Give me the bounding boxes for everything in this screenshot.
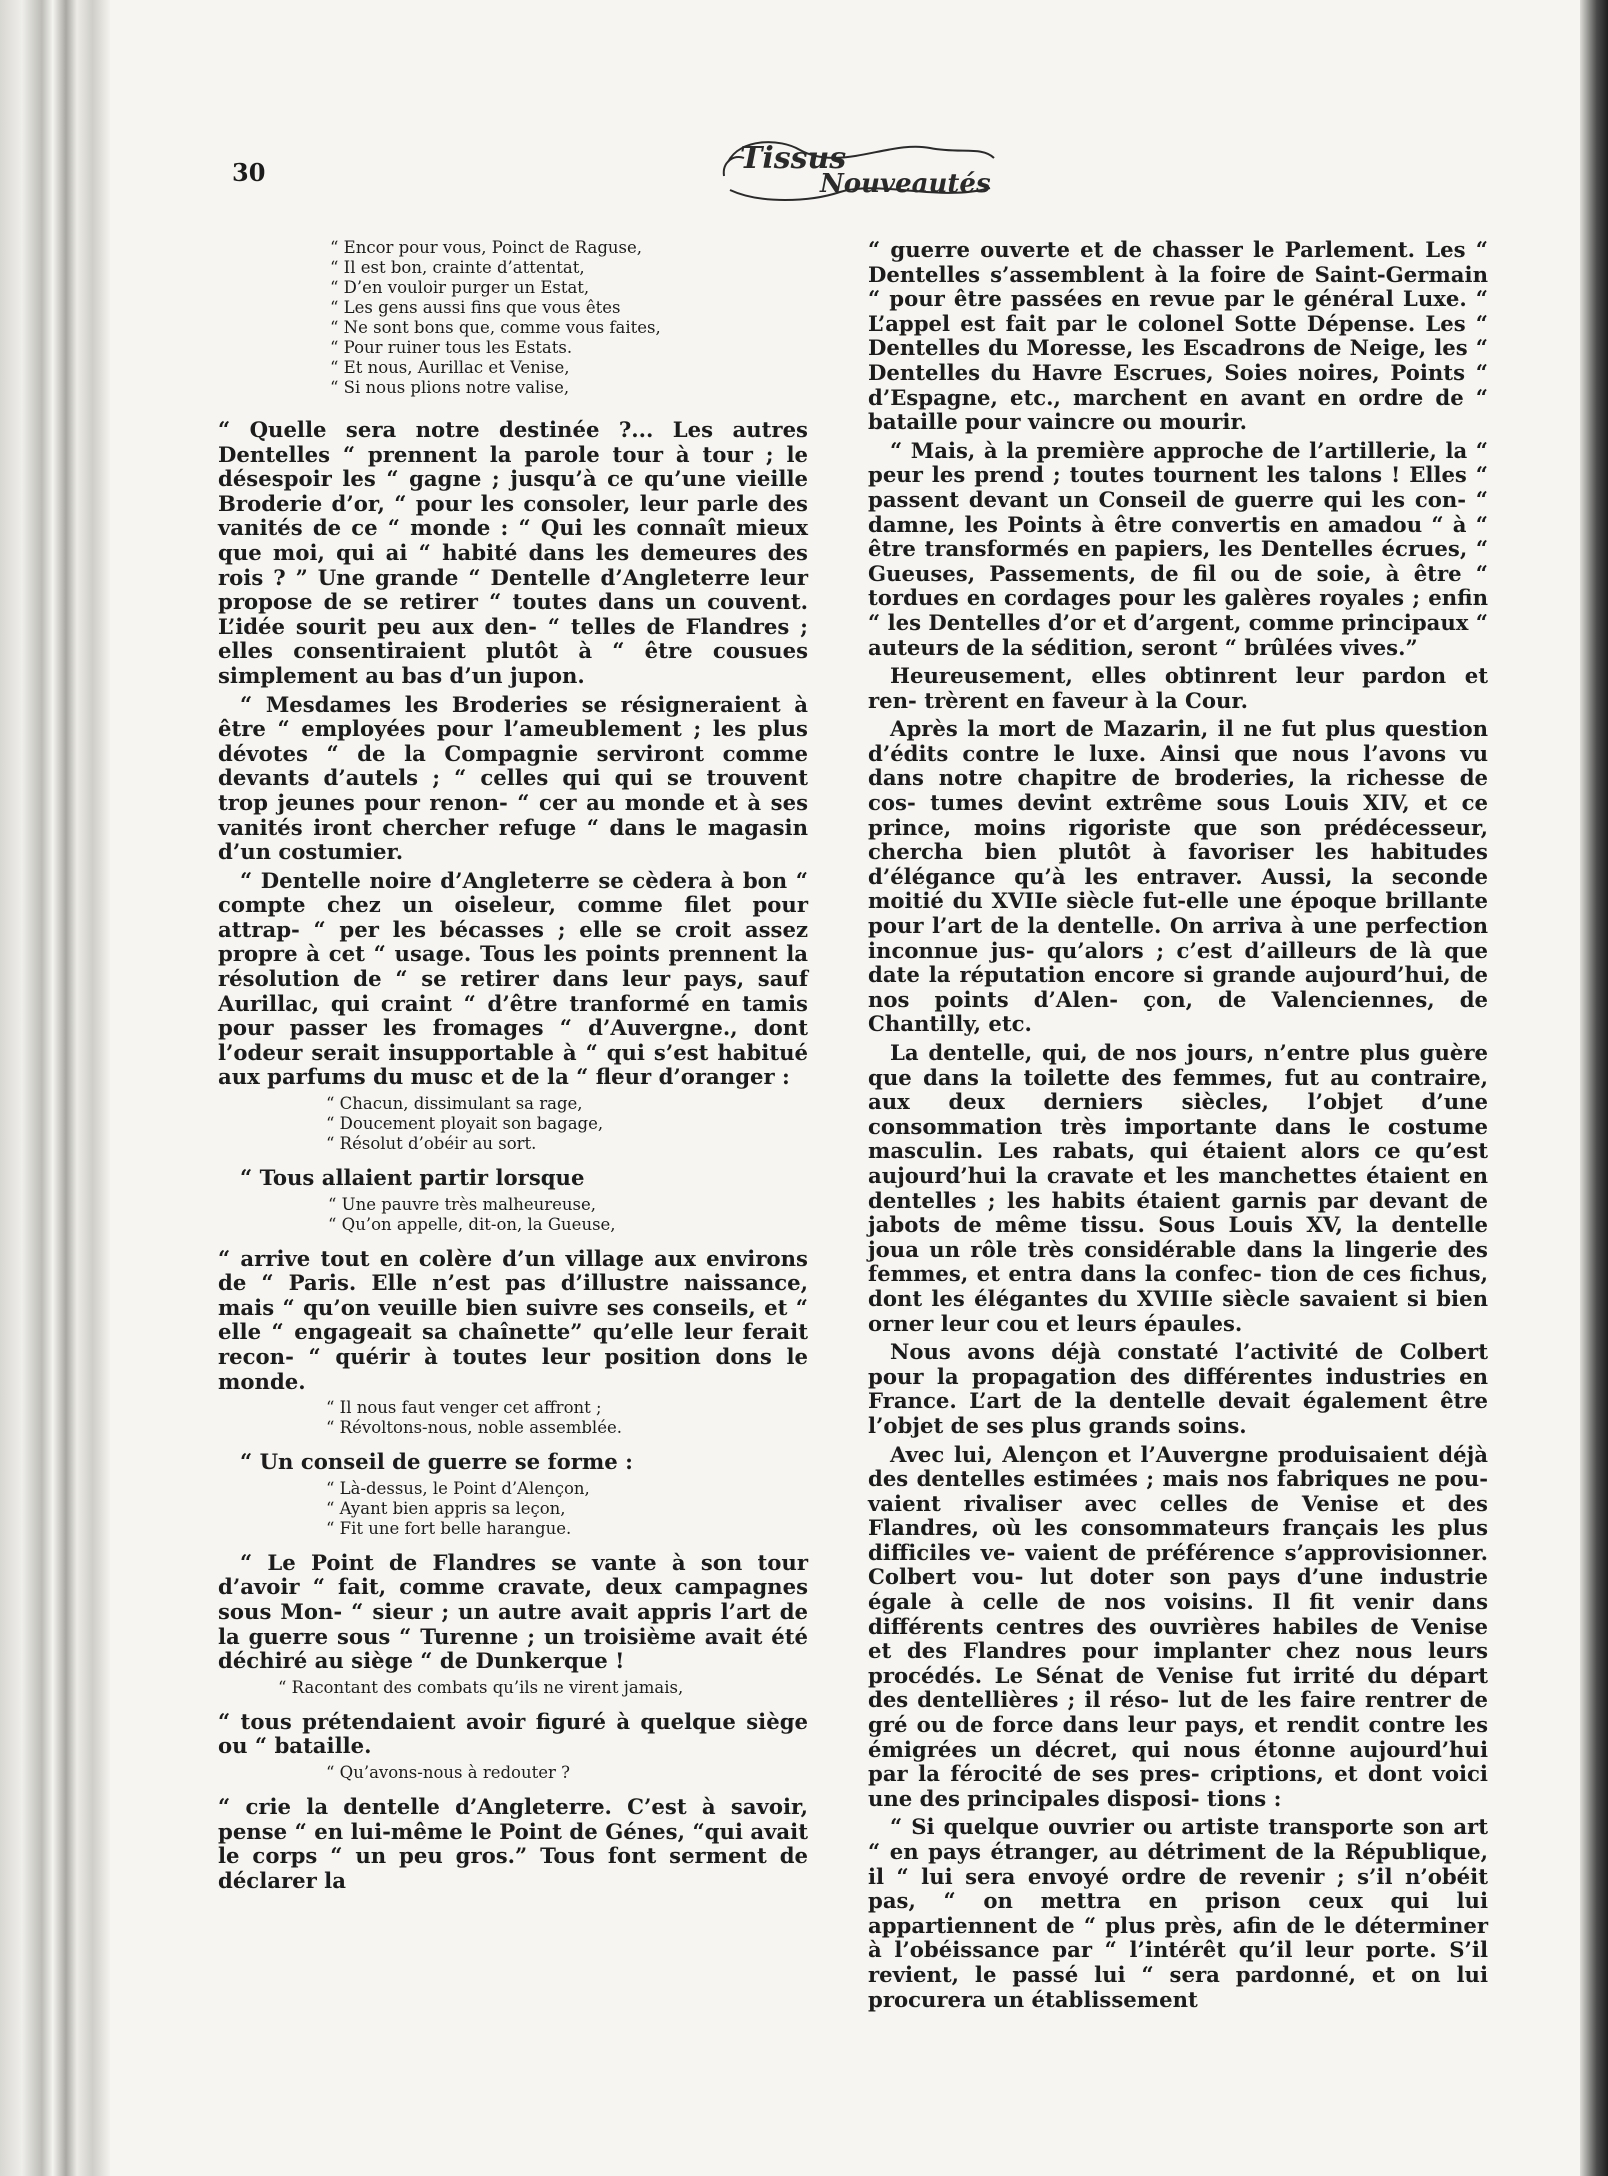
- page-number: 30: [232, 158, 266, 187]
- verse-line: “ Et nous, Aurillac et Venise,: [330, 358, 570, 377]
- verse-line: “ Qu’on appelle, dit-on, la Gueuse,: [328, 1214, 616, 1234]
- verse-block: [326, 1094, 808, 1154]
- verse-line: “ Ne sont bons que, comme vous faites,: [330, 318, 661, 337]
- svg-text:Tissus: Tissus: [740, 141, 847, 176]
- verse-line: “ Encor pour vous, Poinct de Raguse,: [330, 238, 643, 257]
- paragraph: “ Mais, à la première approche de l’artillerie, la “ peur les prend ; toutes tournent les talons ! Elles “ passent devant un Conseil de guerre qui les con- “ damne, les Points à être convertis en amadou “ à “ être transformés en papiers, les Dentelles écrues, “ Gueuses, Passements, de fil ou de soie, à être “ tordues en cordages pour les galères royales ; enfin “ les Dentelles d’or et d’argent, comme principaux “ auteurs de la sédition, seront “ brûlées vives.”: [868, 437, 1488, 660]
- verse-line: “ Qu’avons-nous à redouter ?: [326, 1762, 570, 1782]
- verse-line: “ Fit une fort belle harangue.: [326, 1518, 572, 1538]
- paragraph: “ guerre ouverte et de chasser le Parlement. Les “ Dentelles s’assemblent à la foire de Saint-Germain “ pour être passées en revue par le général Luxe. “ L’appel est fait par le colonel Sotte Dépense. Les “ Dentelles du Moresse, les Escadrons de Neige, les “ Dentelles du Havre Escrues, Soies noires, Points “ d’Espagne, etc., marchent en avant en ordre de “ bataille pour vaincre ou mourir.: [868, 237, 1488, 435]
- verse-block: [278, 1678, 808, 1698]
- page-edge-shadow: [1580, 0, 1608, 2176]
- right-column: [868, 238, 1488, 2016]
- verse-line: “ Si nous plions notre valise,: [330, 378, 570, 397]
- paragraph: Après la mort de Mazarin, il ne fut plus question d’édits contre le luxe. Ainsi que nous l’avons vu dans notre chapitre de broderies, la richesse de cos- tumes devint extrême sous Louis XIV, et ce prince, moins rigoriste que son prédécesseur, chercha bien plutôt à favoriser les habitudes d’élégance qu’à les entraver. Aussi, la seconde moitié du XVIIe siècle fut-elle une époque brillante pour l’art de la dentelle. On arriva à une perfection inconnue jus- qu’alors ; c’est d’ailleurs de là que date la réputation encore si grande aujourd’hui, de nos points d’Alen- çon, de Valenciennes, de Chantilly, etc.: [868, 716, 1488, 1037]
- paragraph: “ tous prétendaient avoir figuré à quelque siège ou “ bataille.: [218, 1708, 808, 1759]
- verse-line: “ Résolut d’obéir au sort.: [326, 1134, 537, 1154]
- paragraph: “ Si quelque ouvrier ou artiste transporte son art “ en pays étranger, au détriment de la République, il “ lui sera envoyé ordre de revenir ; s’il n’obéit pas, “ on mettra en prison ceux qui lui appartiennent de “ plus près, afin de le déterminer à l’obéissance par “ l’intérêt qu’il leur porte. S’il revient, le passé lui “ sera pardonné, et on lui procurera un établissement: [868, 1814, 1488, 2012]
- verse-line: “ Il est bon, crainte d’attentat,: [330, 258, 585, 277]
- verse-block: [330, 238, 808, 398]
- paragraph: La dentelle, qui, de nos jours, n’entre plus guère que dans la toilette des femmes, fut au contraire, aux deux derniers siècles, l’objet d’une consommation très importante dans le costume masculin. Les rabats, qui étaient alors ce qu’est aujourd’hui la cravate et les manchettes étaient en dentelles ; les habits étaient garnis par devant de jabots de même tissu. Sous Louis XV, la dentelle joua un rôle très considérable dans la lingerie des femmes, et entra dans la confec- tion de ces fichus, dont les élégantes du XVIIIe siècle savaient si bien orner leur cou et leurs épaules.: [868, 1040, 1488, 1336]
- paragraph: Avec lui, Alençon et l’Auvergne produisaient déjà des dentelles estimées ; mais nos fabriques ne pou- vaient rivaliser avec celles de Venise et des Flandres, où les consommateurs français les plus difficiles ve- vaient de préférence s’approvisionner. Colbert vou- lut doter son pays d’une industrie égale à celle de nos voisins. Il fit venir dans différents centres des ouvrières habiles de Venise et des Flandres pour implanter chez nous leurs procédés. Le Sénat de Venise fut irrité du départ des dentellières ; il réso- lut de les faire rentrer de gré ou de force dans leur pays, et rendit contre les émigrées un décret, qui nous étonne aujourd’hui par la férocité de ses pres- criptions, et dont voici une des principales disposi- tions :: [868, 1441, 1488, 1811]
- paragraph: “ Un conseil de guerre se forme :: [240, 1449, 633, 1475]
- verse-block: [326, 1479, 808, 1539]
- verse-line: “ Racontant des combats qu’ils ne virent jamais,: [278, 1677, 684, 1697]
- left-column: [218, 238, 808, 1897]
- verse-line: “ Là-dessus, le Point d’Alençon,: [326, 1478, 590, 1498]
- verse-line: “ Doucement ployait son bagage,: [326, 1114, 604, 1134]
- paragraph: “ Mesdames les Broderies se résigneraient à être “ employées pour l’ameublement ; les plus dévotes “ de la Compagnie serviront comme devants d’autels ; “ celles qui qui se trouvent trop jeunes pour renon- “ cer au monde et à ses vanités iront chercher refuge “ dans le magasin d’un costumier.: [218, 691, 808, 865]
- svg-text:Nouveautés: Nouveautés: [820, 169, 991, 199]
- paragraph: “ arrive tout en colère d’un village aux environs de “ Paris. Elle n’est pas d’illustre naissance, mais “ qu’on veuille bien suivre ses conseils, et “ elle “ engageait sa chaînette” qu’elle leur ferait recon- “ quérir à toutes leur position dons le monde.: [218, 1245, 808, 1394]
- paragraph: “ Quelle sera notre destinée ?... Les autres Dentelles “ prennent la parole tour à tour ; le désespoir les “ gagne ; jusqu’à ce qu’une vieille Broderie d’or, “ pour les consoler, leur parle des vanités de ce “ monde : “ Qui les connaît mieux que moi, qui ai “ habité dans les demeures des rois ? ” Une grande “ Dentelle d’Angleterre leur propose de se retirer “ toutes dans un couvent. L’idée sourit peu aux den- “ telles de Flandres ; elles consentiraient plutôt à “ être cousues simplement au bas d’un jupon.: [218, 417, 808, 688]
- paragraph: Heureusement, elles obtinrent leur pardon et ren- trèrent en faveur à la Cour.: [868, 663, 1488, 713]
- paragraph: “ Tous allaient partir lorsque: [240, 1165, 585, 1191]
- verse-line: “ Une pauvre très malheureuse,: [328, 1194, 596, 1214]
- verse-block: [328, 1195, 808, 1235]
- verse-line: “ Il nous faut venger cet affront ;: [326, 1398, 602, 1418]
- paragraph: “ crie la dentelle d’Angleterre. C’est à savoir, pense “ en lui-même le Point de Génes, “qui avait le corps “ un peu gros.” Tous font serment de déclarer la: [218, 1793, 808, 1893]
- verse-line: “ D’en vouloir purger un Estat,: [330, 278, 590, 297]
- verse-line: “ Ayant bien appris sa leçon,: [326, 1498, 566, 1518]
- tissus-nouveautes-logo: [720, 132, 1000, 212]
- paragraph: “ Dentelle noire d’Angleterre se cèdera à bon “ compte chez un oiseleur, comme filet pour attrap- “ per les bécasses ; elle se croit assez propre à cet “ usage. Tous les points prennent la résolution de “ se retirer dans leur pays, sauf Aurillac, qui craint “ d’être tranformé en tamis pour passer les fromages “ d’Auvergne., dont l’odeur serait insupportable à “ qui s’est habitué aux parfums du musc et de la “ fleur d’oranger :: [218, 867, 808, 1090]
- paragraph: “ Le Point de Flandres se vante à son tour d’avoir “ fait, comme cravate, deux campagnes sous Mon- “ sieur ; un autre avait appris l’art de la guerre sous “ Turenne ; un troisième avait été déchiré au siège “ de Dunkerque !: [218, 1549, 808, 1674]
- verse-line: “ Chacun, dissimulant sa rage,: [326, 1094, 583, 1114]
- verse-block: [326, 1763, 808, 1783]
- book-binding: [0, 0, 110, 2176]
- verse-block: [326, 1398, 808, 1438]
- verse-line: “ Les gens aussi fins que vous êtes: [330, 298, 621, 317]
- verse-line: “ Révoltons-nous, noble assemblée.: [326, 1418, 622, 1438]
- verse-line: “ Pour ruiner tous les Estats.: [330, 338, 573, 357]
- paragraph: Nous avons déjà constaté l’activité de Colbert pour la propagation des différentes industries en France. L’art de la dentelle devait également être l’objet de ses plus grands soins.: [868, 1339, 1488, 1438]
